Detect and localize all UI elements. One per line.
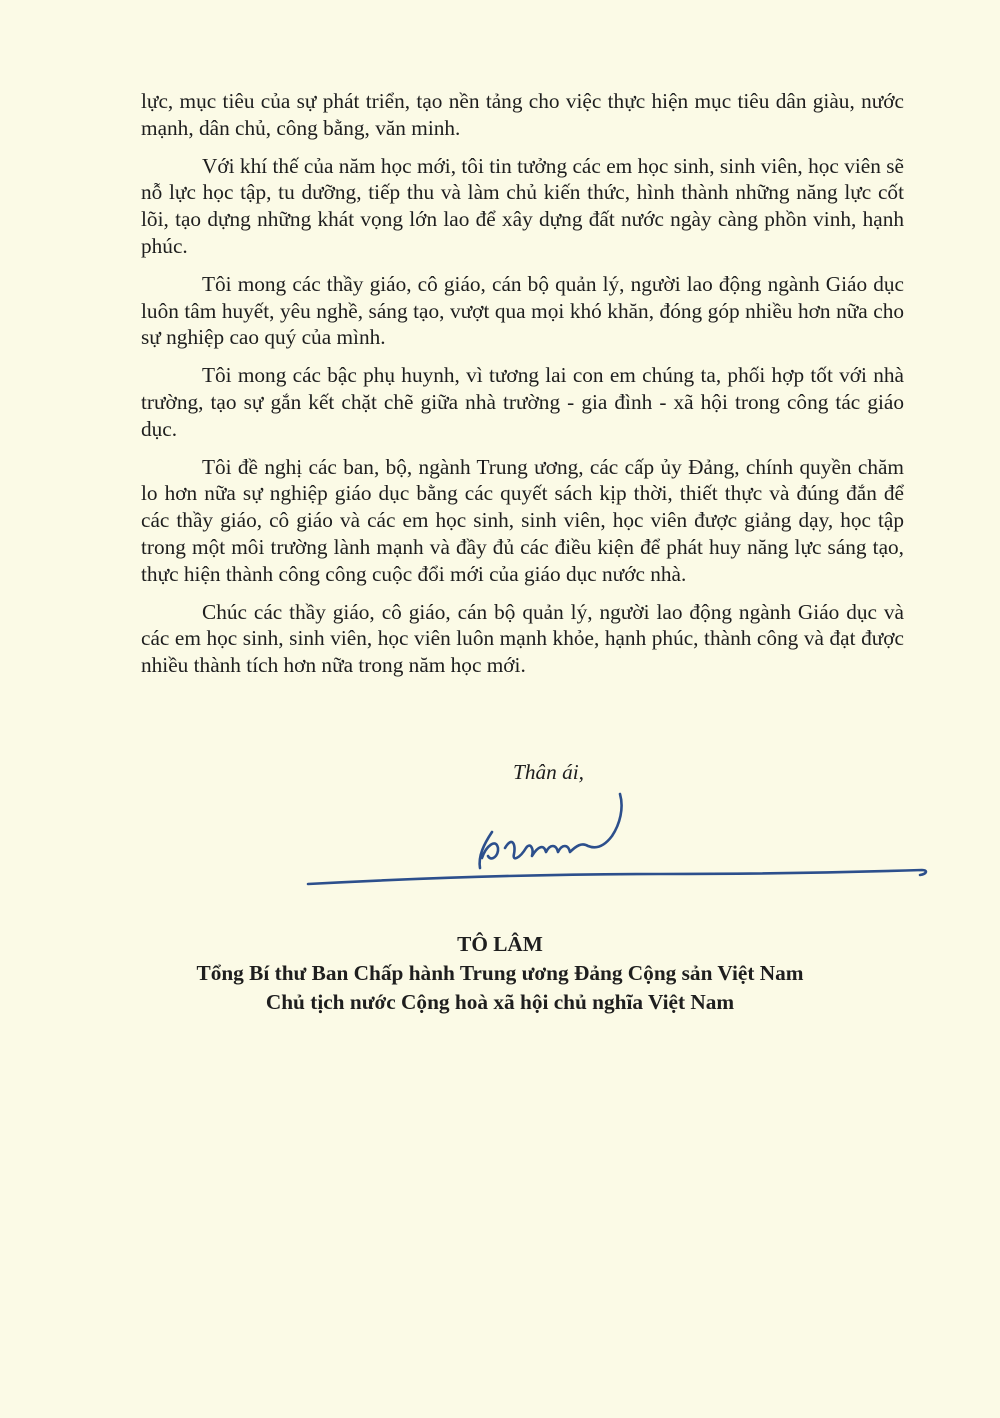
signer-block [150, 930, 850, 1017]
paragraph-3: Tôi mong các thầy giáo, cô giáo, cán bộ quản lý, người lao động ngành Giáo dục luôn tâm huyết, yêu nghề, sáng tạo, vượt qua mọi khó khăn, đóng góp nhiều hơn nữa cho sự nghiệp cao quý của mình. [141, 271, 904, 350]
paragraph-2: Với khí thế của năm học mới, tôi tin tưởng các em học sinh, sinh viên, học viên sẽ nỗ lực học tập, tu dưỡng, tiếp thu và làm chủ kiến thức, hình thành những năng lực cốt lõi, tạo dựng những khát vọng lớn lao để xây dựng đất nước ngày càng phồn vinh, hạnh phúc. [141, 153, 904, 258]
signer-title-president: Chủ tịch nước Cộng hoà xã hội chủ nghĩa Việt Nam [265, 990, 735, 1014]
paragraph-4: Tôi mong các bậc phụ huynh, vì tương lai con em chúng ta, phối hợp tốt với nhà trường, tạo sự gắn kết chặt chẽ giữa nhà trường - gia đình - xã hội trong công tác giáo dục. [141, 363, 904, 441]
paragraph-1: lực, mục tiêu của sự phát triển, tạo nền tảng cho việc thực hiện mục tiêu dân giàu, nước mạnh, dân chủ, công bằng, văn minh. [141, 89, 904, 140]
handwritten-signature [300, 788, 930, 898]
closing-salutation: Thân ái, [513, 760, 585, 784]
paragraph-6: Chúc các thầy giáo, cô giáo, cán bộ quản lý, người lao động ngành Giáo dục và các em học sinh, sinh viên, học viên luôn mạnh khỏe, hạnh phúc, thành công và đạt được nhiều thành tích hơn nữa trong năm học mới. [141, 599, 904, 678]
paragraph-5: Tôi đề nghị các ban, bộ, ngành Trung ương, các cấp ủy Đảng, chính quyền chăm lo hơn nữa sự nghiệp giáo dục bằng các quyết sách kịp thời, thiết thực và đúng đắn để các thầy giáo, cô giáo và các em học sinh, sinh viên, học viên được giảng dạy, học tập trong một môi trường lành mạnh và đầy đủ các điều kiện để phát huy năng lực sáng tạo, thực hiện thành công công cuộc đổi mới của giáo dục nước nhà. [141, 454, 904, 586]
signer-title-general-secretary: Tổng Bí thư Ban Chấp hành Trung ương Đảng Cộng sản Việt Nam [196, 961, 804, 985]
signer-name: TÔ LÂM [457, 932, 543, 956]
letter-body [141, 88, 904, 690]
